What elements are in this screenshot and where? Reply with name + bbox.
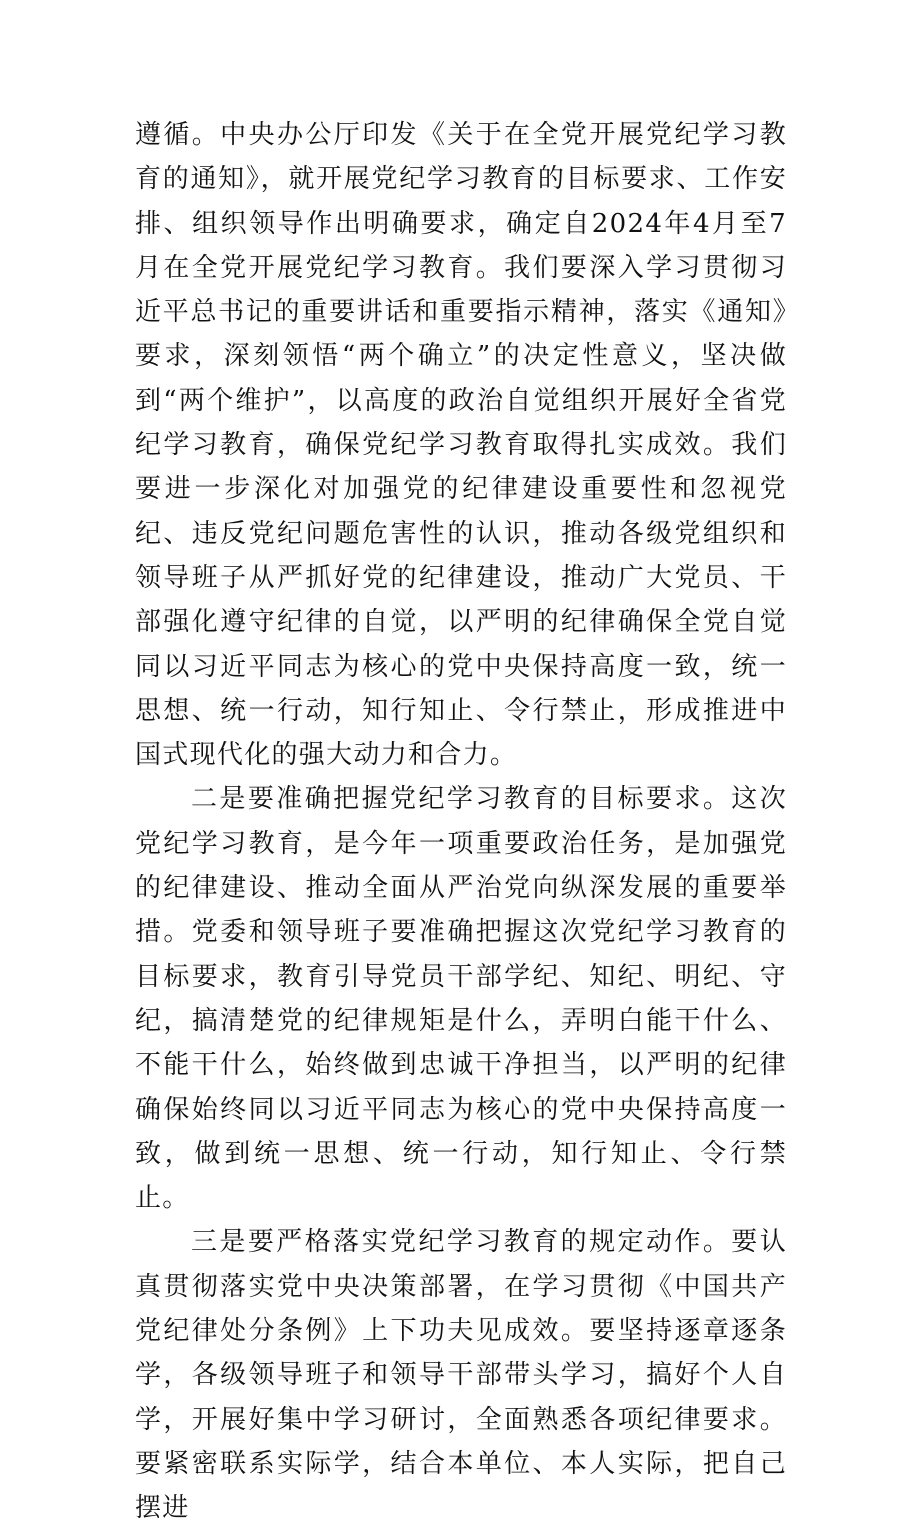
- paragraph-continued: 遵循。中央办公厅印发《关于在全党开展党纪学习教育的通知》，就开展党纪学习教育的目标要求、工作安排、组织领导作出明确要求，确定自2024年4月至7月在全党开展党纪学习教育。我们要深入学习贯彻习近平总书记的重要讲话和重要指示精神，落实《通知》要求，深刻领悟“两个确立”的决定性意义，坚决做到“两个维护”，以高度的政治自觉组织开展好全省党纪学习教育，确保党纪学习教育取得扎实成效。我们要进一步深化对加强党的纪律建设重要性和忽视党纪、违反党纪问题危害性的认识，推动各级党组织和领导班子从严抓好党的纪律建设，推动广大党员、干部强化遵守纪律的自觉，以严明的纪律确保全党自觉同以习近平同志为核心的党中央保持高度一致，统一思想、统一行动，知行知止、令行禁止，形成推进中国式现代化的强大动力和合力。: [135, 120, 787, 771]
- paragraph-target-requirements: 二是要准确把握党纪学习教育的目标要求。这次党纪学习教育，是今年一项重要政治任务，是加强党的纪律建设、推动全面从严治党向纵深发展的重要举措。党委和领导班子要准确把握这次党纪学习教育的目标要求，教育引导党员干部学纪、知纪、明纪、守纪，搞清楚党的纪律规矩是什么，弄明白能干什么、不能干什么，始终做到忠诚干净担当，以严明的纪律确保始终同以习近平同志为核心的党中央保持高度一致，做到统一思想、统一行动，知行知止、令行禁止。: [135, 784, 787, 1214]
- paragraph-required-actions: 三是要严格落实党纪学习教育的规定动作。要认真贯彻落实党中央决策部署，在学习贯彻《中国共产党纪律处分条例》上下功夫见成效。要坚持逐章逐条学，各级领导班子和领导干部带头学习，搞好个人自学，开展好集中学习研讨，全面熟悉各项纪律要求。要紧密联系实际学，结合本单位、本人实际，把自己摆进: [135, 1227, 787, 1524]
- document-body: [135, 113, 787, 1531]
